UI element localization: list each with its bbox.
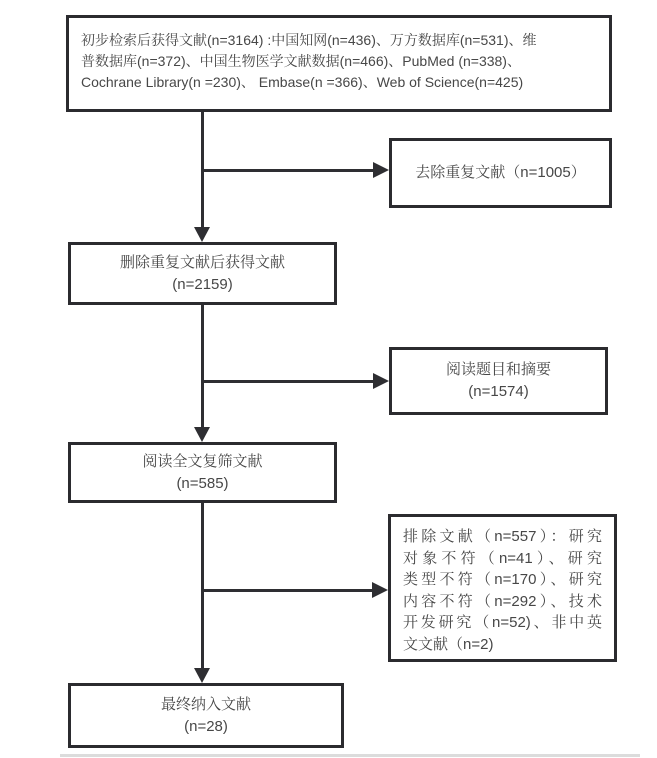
box-line: 内容不符（n=292）、技术: [403, 592, 602, 610]
box-line: (n=585): [176, 474, 229, 492]
box-final-included: [68, 683, 344, 748]
box-initial-search: [66, 15, 612, 112]
box-excluded: [388, 514, 617, 662]
arrowhead-down-dedup: [194, 227, 210, 242]
branch-title-abstract: [201, 380, 374, 383]
box-line: 类型不符（n=170）、研究: [403, 571, 602, 588]
box-after-dedup: [68, 242, 337, 305]
branch-excluded: [201, 589, 373, 592]
scan-artifact-line: [60, 754, 640, 757]
box-line: 阅读题目和摘要: [445, 361, 551, 378]
branch-remove-duplicates: [201, 169, 374, 172]
box-line: 开发研究（n=52)、非中英: [403, 614, 602, 631]
arrowhead-down-fulltext: [194, 427, 210, 442]
connector-fulltext-to-final: [201, 503, 204, 669]
box-title-abstract: [389, 347, 608, 415]
box-line: 初步检索后获得文献(n=3164) :中国知网(n=436)、万方数据库(n=531)、维: [81, 32, 537, 48]
box-line: Cochrane Library(n =230)、 Embase(n =366)、Web of Science(n=425): [81, 74, 524, 90]
arrowhead-right-excluded: [372, 582, 388, 598]
box-remove-duplicates: [389, 138, 612, 208]
box-line: 对象不符（n=41）、研究: [403, 549, 602, 567]
box-line: 去除重复文献（n=1005）: [415, 164, 586, 181]
box-line: 最终纳入文献: [160, 695, 251, 713]
arrowhead-right-remove-duplicates: [373, 162, 389, 178]
box-line: 排除文献（n=557）：研究: [403, 528, 602, 545]
box-line: (n=1574): [468, 383, 529, 400]
box-line: 删除重复文献后获得文献: [119, 253, 285, 271]
arrowhead-right-title-abstract: [373, 373, 389, 389]
box-line: 普数据库(n=372)、中国生物医学文献数据(n=466)、PubMed (n=338)、: [81, 53, 521, 69]
arrowhead-down-final: [194, 668, 210, 683]
box-line: (n=28): [184, 717, 228, 735]
box-line: 阅读全文复筛文献: [142, 452, 263, 470]
box-line: 文文献（n=2): [403, 635, 494, 653]
connector-dedup-to-fulltext: [201, 305, 204, 428]
box-line: (n=2159): [172, 275, 233, 293]
box-fulltext-rescreen: [68, 442, 337, 503]
